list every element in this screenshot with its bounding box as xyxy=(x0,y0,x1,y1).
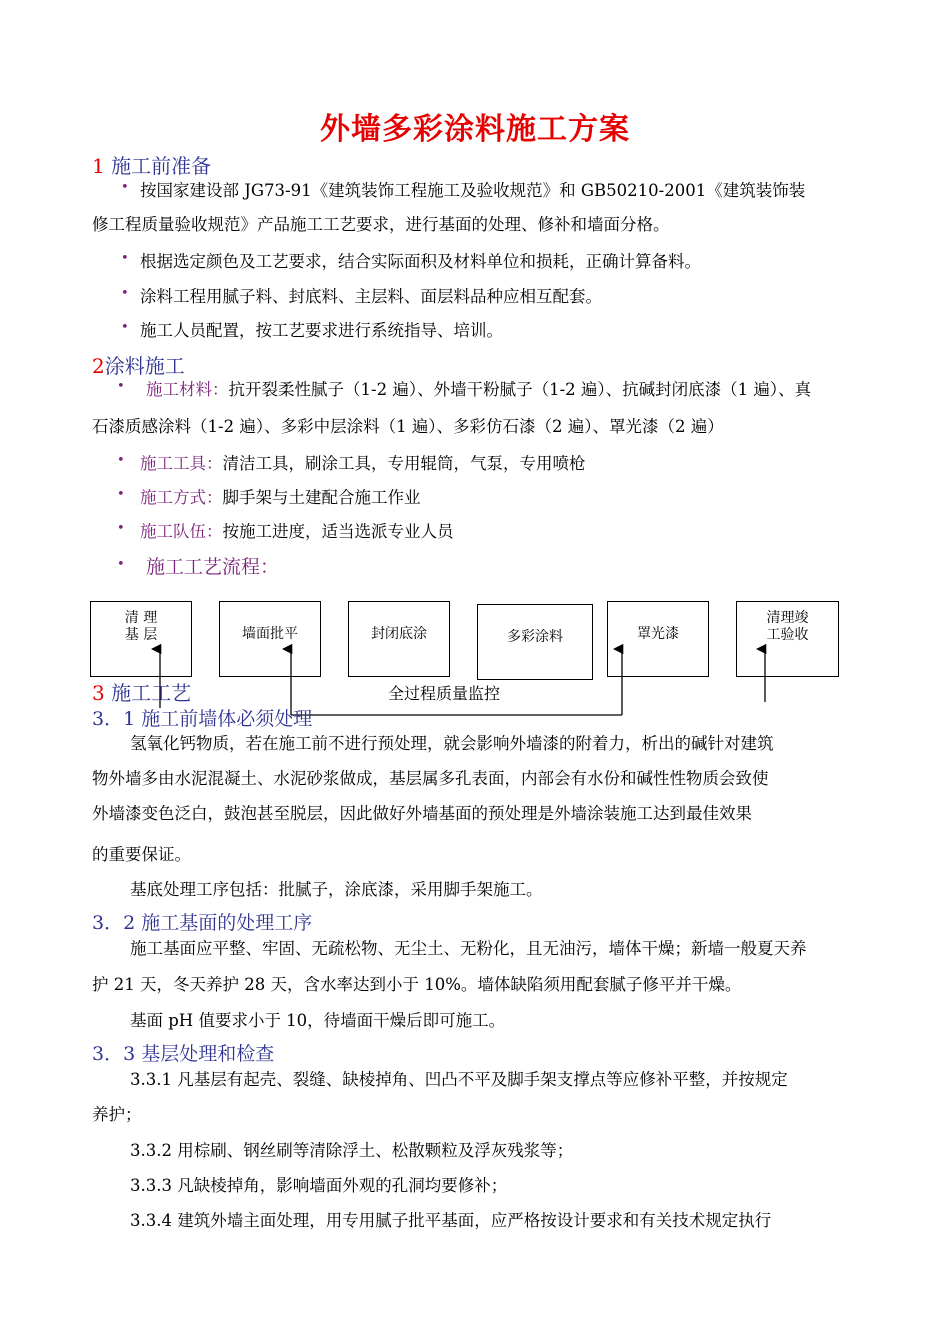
flow-step-line: 工验收 xyxy=(766,627,809,643)
s3-1-p1-line3: 外墙漆变色泛白，鼓泡甚至脱层，因此做好外墙基面的预处理是外墙涂装施工达到最佳效果 xyxy=(92,804,752,823)
s3-2-p1-line2: 护 21 天，冬天养护 28 天，含水率达到小于 10%。墙体缺陷须用配套腻子修平并干燥。 xyxy=(92,975,742,994)
s3-2-p2: 基面 pH 值要求小于 10，待墙面干燥后即可施工。 xyxy=(130,1011,506,1030)
bullet-icon: • xyxy=(121,286,129,301)
s3-3-heading: 3．3 基层处理和检查 xyxy=(92,1043,275,1065)
qc-monitor-label: 全过程质量监控 xyxy=(388,684,501,703)
flow-step-line: 封闭底涂 xyxy=(371,626,427,642)
section-2-number: 2 xyxy=(92,354,105,378)
s1-item-3: 涂料工程用腻子料、封底料、主层料、面层料品种应相互配套。 xyxy=(140,287,602,306)
s3-1-p1-line1: 氢氧化钙物质，若在施工前不进行预处理，就会影响外墙漆的附着力，析出的碱针对建筑 xyxy=(130,734,774,753)
s1-item-1-line1: 按国家建设部 JG73-91《建筑装饰工程施工及验收规范》和 GB50210-2001《建筑装饰装 xyxy=(140,181,806,200)
s3-3-item-2: 3.3.2 用棕刷、钢丝刷等清除浮土、松散颗粒及浮灰残浆等； xyxy=(130,1141,574,1160)
s3-1-p2: 基底处理工序包括：批腻子，涂底漆，采用脚手架施工。 xyxy=(130,880,543,899)
flow-step-line: 墙面批平 xyxy=(242,626,298,642)
s1-item-1-line2: 修工程质量验收规范》产品施工工艺要求，进行基面的处理、修补和墙面分格。 xyxy=(92,215,670,234)
section-2-title: 涂料施工 xyxy=(104,354,185,378)
document-title: 外墙多彩涂料施工方案 xyxy=(320,112,630,147)
s3-2-heading: 3．2 施工基面的处理工序 xyxy=(92,912,313,934)
bullet-icon: • xyxy=(117,557,125,572)
bullet-icon: • xyxy=(117,453,125,468)
flow-step-line: 清 理 xyxy=(124,610,158,626)
section-3-heading xyxy=(92,677,191,706)
s2-team-text: 按施工进度，适当选派专业人员 xyxy=(222,522,454,541)
s2-process-label: 施工工艺流程： xyxy=(146,556,280,578)
s2-tools-text: 清洁工具，刷涂工具，专用辊筒，气泵，专用喷枪 xyxy=(222,454,586,473)
s2-method-text: 脚手架与土建配合施工作业 xyxy=(222,488,421,507)
bullet-icon: • xyxy=(121,320,129,335)
flow-step-line: 多彩涂料 xyxy=(507,629,563,645)
s3-3-item-4: 3.3.4 建筑外墙主面处理，用专用腻子批平基面，应严格按设计要求和有关技术规定执行 xyxy=(130,1211,772,1230)
s2-materials-text: 抗开裂柔性腻子（1-2 遍）、外墙干粉腻子（1-2 遍）、抗碱封闭底漆（1 遍）、真 xyxy=(228,380,812,399)
flow-step-line: 基 层 xyxy=(124,627,158,643)
s3-3-item-3: 3.3.3 凡缺棱掉角，影响墙面外观的孔洞均要修补； xyxy=(130,1176,508,1195)
s3-1-p1-line4: 的重要保证。 xyxy=(92,845,191,864)
flow-step-line: 清理竣 xyxy=(766,610,809,626)
bullet-icon: • xyxy=(117,379,125,394)
s2-tools-label: 施工工具： xyxy=(140,454,223,473)
s3-1-p1-line2: 物外墙多由水泥混凝土、水泥砂浆做成，基层属多孔表面，内部会有水份和碱性性物质会致使 xyxy=(92,769,769,788)
s2-materials-label: 施工材料： xyxy=(146,380,229,399)
section-1-number: 1 xyxy=(92,154,105,178)
s3-1-heading: 3．1 施工前墙体必须处理 xyxy=(92,708,313,730)
flow-step-line: 罩光漆 xyxy=(637,626,679,642)
bullet-icon: • xyxy=(117,487,125,502)
s3-3-item-1-cont: 养护； xyxy=(92,1105,142,1124)
s3-3-item-1: 3.3.1 凡基层有起壳、裂缝、缺棱掉角、凹凸不平及脚手架支撑点等应修补平整，并按规定 xyxy=(130,1070,788,1089)
bullet-icon: • xyxy=(121,180,129,195)
bullet-icon: • xyxy=(121,251,129,266)
s2-team-label: 施工队伍： xyxy=(140,522,223,541)
section-1-title: 施工前准备 xyxy=(111,154,212,178)
s2-materials-line2: 石漆质感涂料（1-2 遍）、多彩中层涂料（1 遍）、多彩仿石漆（2 遍）、罩光漆（2 遍） xyxy=(92,417,724,436)
section-3-title: 施工工艺 xyxy=(111,681,192,705)
s1-item-2: 根据选定颜色及工艺要求，结合实际面积及材料单位和损耗，正确计算备料。 xyxy=(140,252,701,271)
bullet-icon: • xyxy=(117,521,125,536)
s1-item-4: 施工人员配置，按工艺要求进行系统指导、培训。 xyxy=(140,321,503,340)
s2-method-label: 施工方式： xyxy=(140,488,223,507)
section-3-number: 3 xyxy=(92,681,105,705)
s3-2-p1-line1: 施工基面应平整、牢固、无疏松物、无尘土、无粉化，且无油污，墙体干燥；新墙一般夏天养 xyxy=(130,939,807,958)
